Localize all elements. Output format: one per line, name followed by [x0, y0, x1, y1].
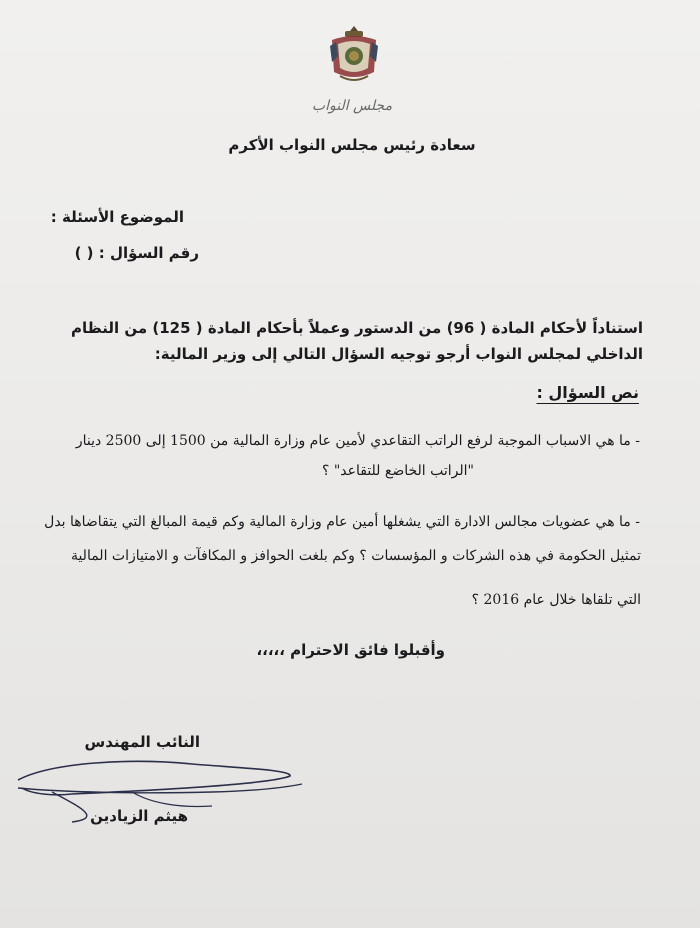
council-logo: مجلس النواب — [311, 98, 393, 114]
question-number-label: رقم السؤال : ( ) — [74, 244, 199, 262]
question-line: "الراتب الخاضع للتقاعد" ؟ — [321, 463, 474, 479]
question-heading: نص السؤال : — [536, 383, 639, 402]
question-line: - ما هي الاسباب الموجبة لرفع الراتب التقاعدي لأمين عام وزارة المالية من 1500 إلى 2500 دينار — [75, 433, 640, 449]
subject-label: الموضوع الأسئلة : — [50, 208, 184, 226]
closing-line: وأقبلوا فائق الاحترام ،،،،، — [256, 641, 445, 659]
signatory-title: النائب المهندس — [84, 733, 200, 751]
question-line: التي تلقاها خلال عام 2016 ؟ — [471, 592, 641, 608]
intro-line: استناداً لأحكام المادة ( 96) من الدستور وعملاً بأحكام المادة ( 125) من النظام — [71, 319, 643, 337]
signatory-name: هيثم الزيادين — [90, 807, 188, 825]
addressee: سعادة رئيس مجلس النواب الأكرم — [228, 136, 476, 154]
question-line: تمثيل الحكومة في هذه الشركات و المؤسسات ؟ وكم بلغت الحوافز و المكافآت و الامتيازات المالية — [70, 548, 641, 564]
intro-line: الداخلي لمجلس النواب أرجو توجيه السؤال التالي إلى وزير المالية: — [154, 345, 643, 363]
jordan-coat-of-arms-icon — [326, 24, 382, 86]
question-line: - ما هي عضويات مجالس الادارة التي يشغلها أمين عام وزارة المالية وكم قيمة المبالغ التي يتقاضاها بدل — [44, 514, 640, 530]
